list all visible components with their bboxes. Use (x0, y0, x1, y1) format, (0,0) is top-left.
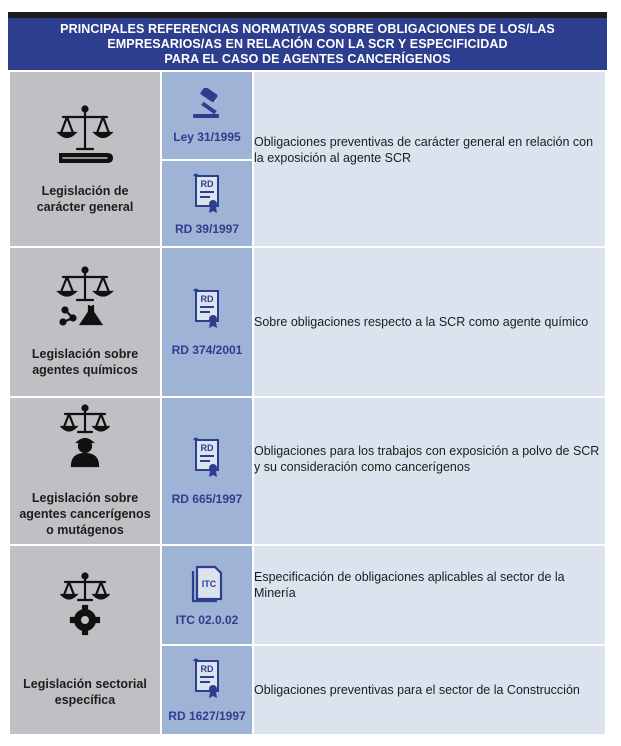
reference-cell (161, 160, 253, 247)
description-text: Sobre obligaciones respecto a la SCR como agente químico (254, 315, 589, 329)
table-row (9, 71, 606, 160)
gavel-icon (187, 88, 227, 120)
category-cell (9, 397, 161, 545)
description-cell (253, 545, 606, 645)
category-label-line-1: Legislación sobre (31, 491, 139, 505)
category-label-line-2: agentes cancerígenos (19, 507, 151, 521)
reference-cell (161, 645, 253, 735)
reference-cell (161, 247, 253, 397)
category-label-line-1: Legislación de (41, 184, 129, 198)
category-label-line-2: agentes químicos (32, 363, 138, 377)
description-cell (253, 645, 606, 735)
reference-cell (161, 545, 253, 645)
category-label-line-3: o mutágenos (46, 523, 124, 537)
reference-label: Ley 31/1995 (173, 129, 241, 144)
category-cell (9, 247, 161, 397)
regulations-table (8, 70, 607, 736)
reference-label: RD 1627/1997 (168, 709, 246, 724)
rd-document-icon (190, 287, 224, 329)
reference-label: ITC 02.0.02 (175, 613, 239, 628)
reference-label: RD 374/2001 (171, 343, 243, 357)
category-label-line-1: Legislación sobre (31, 347, 139, 361)
description-text: Obligaciones preventivas para el sector de la Construcción (254, 683, 580, 698)
description-text: Especificación de obligaciones aplicables al sector de la Minería (254, 570, 565, 601)
rd-document-icon (190, 172, 224, 214)
description-cell (253, 247, 606, 397)
description-cell (253, 71, 606, 247)
rd-document-icon (190, 436, 224, 478)
scales-worker-icon (60, 404, 110, 468)
description-text: Obligaciones preventivas de carácter general en relación con la exposición al agente SCR (254, 135, 594, 165)
header-line-1: PRINCIPALES REFERENCIAS NORMATIVAS SOBRE OBLIGACIONES DE LOS/LAS (60, 22, 555, 36)
description-text: Obligaciones para los trabajos con exposición a polvo de SCR y su consideración como cancerígenos (254, 444, 600, 474)
category-label-line-1: Legislación sectorial (23, 677, 147, 691)
itc-document-icon (189, 563, 225, 603)
category-label-line-2: específica (54, 693, 116, 707)
reference-cell (161, 71, 253, 160)
reference-cell (161, 397, 253, 545)
svg-text:ITC: ITC (201, 579, 217, 590)
scales-book-icon (53, 103, 117, 167)
description-cell (253, 397, 606, 545)
svg-text:RD: RD (200, 664, 214, 675)
table-row (9, 397, 606, 545)
rd-document-icon (190, 657, 224, 699)
category-cell (9, 545, 161, 735)
header-line-2: EMPRESARIOS/AS EN RELACIÓN CON LA SCR Y ESPECIFICIDAD (107, 37, 508, 51)
reference-label: RD 665/1997 (171, 492, 243, 506)
regulations-table-container (8, 12, 607, 736)
table-header (8, 18, 607, 70)
table-row (9, 545, 606, 645)
svg-text:RD: RD (200, 443, 214, 453)
category-cell (9, 71, 161, 247)
header-line-3: PARA EL CASO DE AGENTES CANCERÍGENOS (164, 52, 451, 66)
svg-text:RD: RD (200, 294, 214, 304)
category-label-line-2: carácter general (36, 200, 134, 214)
reference-label: RD 39/1997 (174, 221, 240, 236)
svg-text:RD: RD (200, 178, 214, 189)
scales-chemistry-icon (55, 266, 115, 328)
table-row (9, 247, 606, 397)
scales-gear-icon (60, 572, 110, 636)
